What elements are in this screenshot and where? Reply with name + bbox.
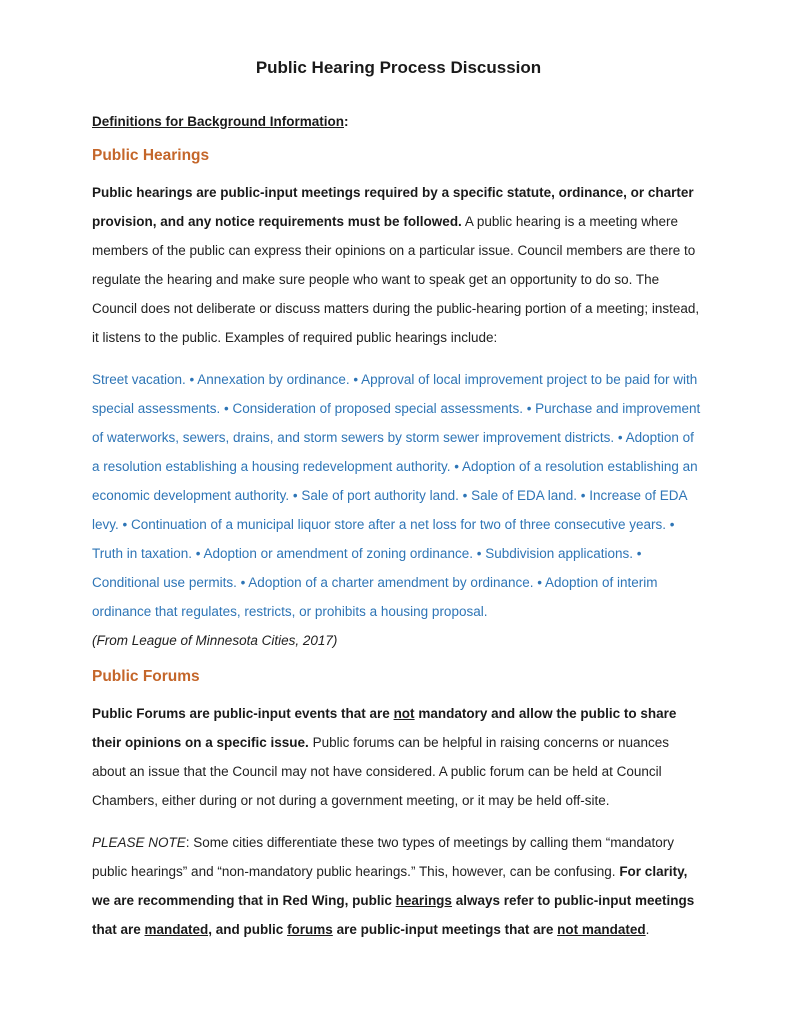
definitions-heading-colon: : <box>344 114 349 129</box>
required-hearings-examples-list: Street vacation. • Annexation by ordinance. • Approval of local improvement project to be paid for with special assessments. • Consideration of proposed special assessments. • Purchase and improvement of waterworks, sewers, drains, and storm sewers by storm sewer improvement districts. • Adoption of a resolution establishing a housing redevelopment authority. • Adoption of a resolution establishing an economic development authority. • Sale of port authority land. • Sale of EDA land. • Increase of EDA levy. • Continuation of a municipal liquor store after a net loss for two of three consecutive years. • Truth in taxation. • Adoption or amendment of zoning ordinance. • Subdivision applications. • Conditional use permits. • Adoption of a charter amendment by ordinance. • Adoption of interim ordinance that regulates, restricts, or prohibits a housing proposal. <box>92 372 701 619</box>
public-forums-paragraph <box>92 699 705 815</box>
source-citation: (From League of Minnesota Cities, 2017) <box>92 633 338 648</box>
document-title: Public Hearing Process Discussion <box>255 58 542 77</box>
public-forums-bold-underline-not: not <box>393 706 415 721</box>
public-hearings-intro-paragraph <box>92 178 705 352</box>
definitions-heading-text: Definitions for Background Information <box>92 114 344 129</box>
note-underline-mandated: mandated, <box>144 922 213 937</box>
please-note-paragraph <box>92 828 705 944</box>
note-underline-forums: forums <box>287 922 333 937</box>
note-bold-and-public: and public <box>212 922 288 937</box>
public-forums-section-heading: Public Forums <box>92 668 200 685</box>
definitions-heading <box>92 114 705 129</box>
please-note-label: PLEASE NOTE <box>92 835 186 850</box>
note-bold-are-public-input: are public-input meetings that are <box>332 922 558 937</box>
note-bold-always-refer: always refer to public-input meetings that are <box>92 893 695 937</box>
note-underline-not-mandated: not mandated <box>557 922 646 937</box>
public-forums-regular-text: Public forums can be helpful in raising concerns or nuances about an issue that the Council may not have considered. A public forum can be held at Council Chambers, either during or not during a government meeting, or it may be held off-site. <box>92 735 670 808</box>
please-note-regular-text: : Some cities differentiate these two types of meetings by calling them “mandatory public hearings” and “non-mandatory public hearings.” This, however, can be confusing. <box>92 835 675 879</box>
public-forums-bold-after-not: mandatory and allow the public to share their opinions on a specific issue. <box>92 706 677 750</box>
public-hearings-intro-bold-text: Public hearings are public-input meetings required by a specific statute, ordinance, or charter provision, and any notice requirements must be followed. <box>92 185 694 229</box>
note-underline-hearings: hearings <box>395 893 452 908</box>
note-bold-for-clarity: For clarity, we are recommending that in Red Wing, public <box>92 864 688 908</box>
note-final-period: . <box>645 922 650 937</box>
public-hearings-intro-regular-text: A public hearing is a meeting where members of the public can express their opinions on a particular issue. Council members are there to regulate the hearing and make sure people who want to speak get an opportunity to do so. The Council does not deliberate or discuss matters during the public-hearing portion of a meeting; instead, it listens to the public. Examples of required public hearings include: <box>92 214 700 345</box>
required-hearings-examples-paragraph <box>92 365 705 655</box>
public-forums-bold-before-not: Public Forums are public-input events that are <box>92 706 394 721</box>
public-hearings-section-heading: Public Hearings <box>92 147 210 164</box>
